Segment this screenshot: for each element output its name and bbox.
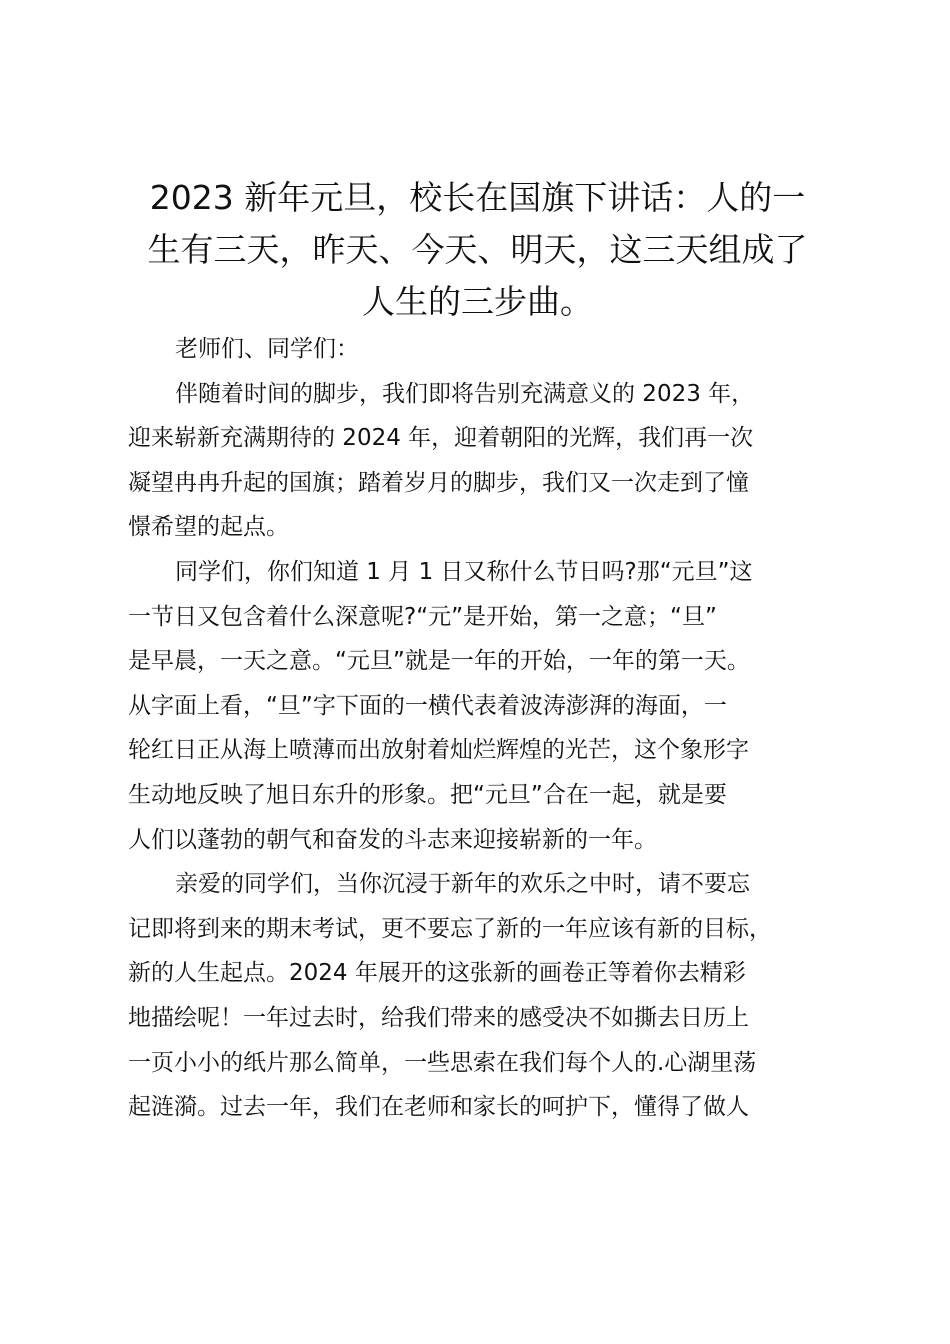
paragraph-line: 人们以蓬勃的朝气和奋发的斗志来迎接崭新的一年。 [128,826,657,853]
paragraph-line: 同学们，你们知道 1 月 1 日又称什么节日吗?那“元旦”这 [175,558,753,585]
paragraph-line: 地描绘呢！一年过去时，给我们带来的感受决不如撕去日历上 [128,1004,749,1031]
paragraph-line: 生动地反映了旭日东升的形象。把“元旦”合在一起，就是要 [128,781,727,808]
document-body [128,327,838,1130]
paragraph [128,372,838,550]
paragraph-line: 亲爱的同学们，当你沉浸于新年的欢乐之中时，请不要忘 [175,871,750,898]
paragraph-line: 伴随着时间的脚步，我们即将告别充满意义的 2023 年， [175,380,755,407]
paragraph-line: 迎来崭新充满期待的 2024 年，迎着朝阳的光辉，我们再一次 [128,425,754,452]
title-line: 2023 新年元旦，校长在国旗下讲话：人的一 [149,178,806,217]
paragraph [128,550,838,862]
paragraph-line: 是早晨，一天之意。“元旦”就是一年的开始，一年的第一天。 [128,648,750,675]
paragraph-line: 从字面上看，“旦”字下面的一横代表着波涛澎湃的海面，一 [128,692,727,719]
paragraph-line: 一页小小的纸片那么简单，一些思索在我们每个人的.心湖里荡 [128,1049,757,1076]
paragraph-line: 起涟漪。过去一年，我们在老师和家长的呵护下，懂得了做人 [128,1094,749,1121]
paragraph-line: 新的人生起点。2024 年展开的这张新的画卷正等着你去精彩 [128,960,746,987]
paragraph-line: 一节日又包含着什么深意呢?“元”是开始，第一之意；“旦” [128,603,717,630]
title-line: 人生的三步曲。 [362,282,593,321]
document-title [120,172,835,328]
paragraph-line: 凝望冉冉升起的国旗；踏着岁月的脚步，我们又一次走到了憧 [128,469,749,496]
title-line: 生有三天，昨天、今天、明天，这三天组成了 [147,230,808,269]
paragraph-line: 记即将到来的期末考试，更不要忘了新的一年应该有新的目标， [128,915,772,942]
salutation: 老师们、同学们： [175,336,359,362]
paragraph-line: 轮红日正从海上喷薄而出放射着灿烂辉煌的光芒，这个象形字 [128,737,749,764]
paragraph [128,862,838,1130]
paragraph-line: 憬希望的起点。 [128,514,289,541]
